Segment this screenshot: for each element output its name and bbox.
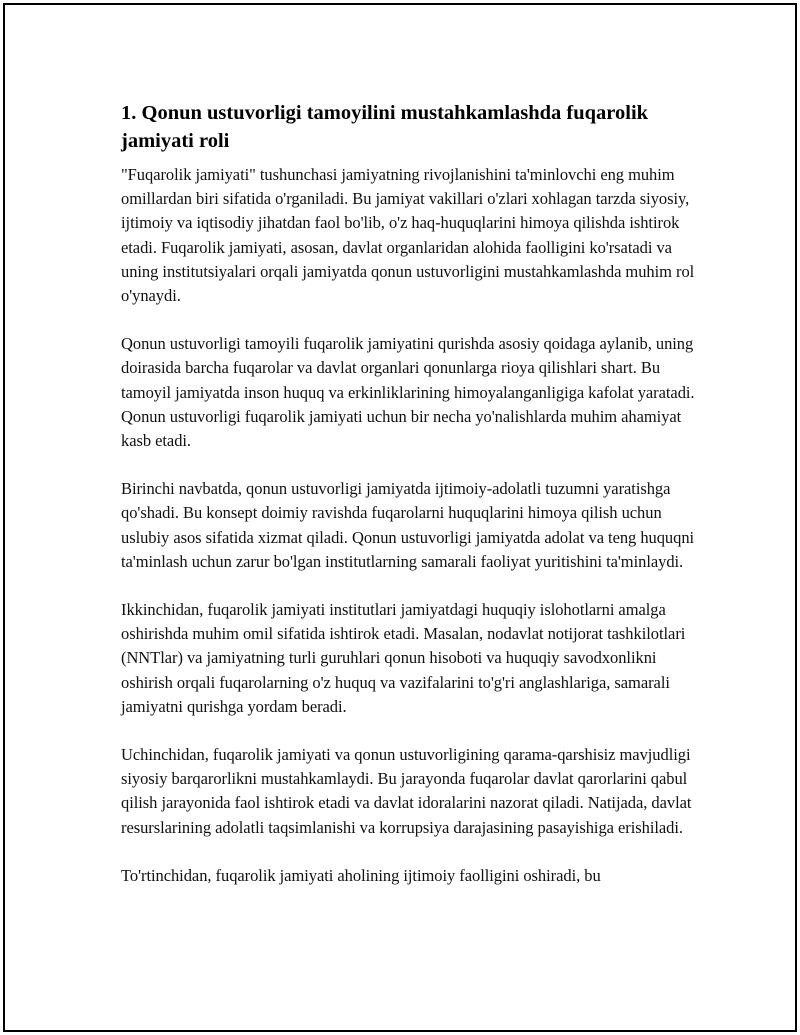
document-body (121, 99, 699, 888)
paragraph-uchinchidan: Uchinchidan, fuqarolik jamiyati va qonun ustuvorligining qarama-qarshisiz mavjudligi siyosiy barqarorlikni mustahkamlaydi. Bu jarayonda fuqarolar davlat qarorlarini qabul qilish jarayonida faol ishtirok etadi va davlat idoralarini nazorat qiladi. Natijada, davlat resurslarining adolatli taqsimlanishi va korrupsiya darajasining pasayishiga erishiladi. (121, 745, 692, 837)
paragraph-tortinchidan: To'rtinchidan, fuqarolik jamiyati aholining ijtimoiy faolligini oshiradi, bu (121, 865, 601, 885)
document-title: 1. Qonun ustuvorligi tamoyilini mustahkamlashda fuqarolik jamiyati roli (121, 102, 649, 152)
paragraph-fuqarolik-jamiyati-tushunchasi: "Fuqarolik jamiyati" tushunchasi jamiyatning rivojlanishini ta'minlovchi eng muhim omillardan biri sifatida o'rganiladi. Bu jamiyat vakillari o'zlari xohlagan tarzda siyosiy, ijtimoiy va iqtisodiy jihatdan faol bo'lib, o'z haq-huquqlarini himoya qilishda ishtirok etadi. Fuqarolik jamiyati, asosan, davlat organlaridan alohida faolligini ko'rsatadi va uning institutsiyalari orqali jamiyatda qonun ustuvorligini mustahkamlashda muhim rol o'ynaydi. (121, 165, 695, 306)
paragraph-birinchi-navbatda: Birinchi navbatda, qonun ustuvorligi jamiyatda ijtimoiy-adolatli tuzumni yaratishga qo'shadi. Bu konsept doimiy ravishda fuqarolarni huquqlarini himoya qilish uchun uslubiy asos sifatida xizmat qiladi. Qonun ustuvorligi jamiyatda adolat va teng huquqni ta'minlash uchun zarur bo'lgan institutlarning samarali faoliyat yuritishini ta'minlaydi. (121, 479, 695, 571)
page-frame (3, 3, 797, 1032)
paragraph-ikkinchidan: Ikkinchidan, fuqarolik jamiyati institutlari jamiyatdagi huquqiy islohotlarni amalga oshirishda muhim omil sifatida ishtirok etadi. Masalan, nodavlat notijorat tashkilotlari (NNTlar) va jamiyatning turli guruhlari qonun hisoboti va huquqiy savodxonlikni oshirish orqali fuqarolarning o'z huquq va vazifalarini to'g'ri anglashlariga, samarali jamiyatni qurishga yordam beradi. (121, 600, 686, 716)
paragraph-qonun-ustuvorligi-tamoyili: Qonun ustuvorligi tamoyili fuqarolik jamiyatini qurishda asosiy qoidaga aylanib, uning doirasida barcha fuqarolar va davlat organlari qonunlarga rioya qilishlari shart. Bu tamoyil jamiyatda inson huquq va erkinliklarining himoyalanganligiga kafolat yaratadi. Qonun ustuvorligi fuqarolik jamiyati uchun bir necha yo'nalishlarda muhim ahamiyat kasb etadi. (121, 334, 695, 451)
